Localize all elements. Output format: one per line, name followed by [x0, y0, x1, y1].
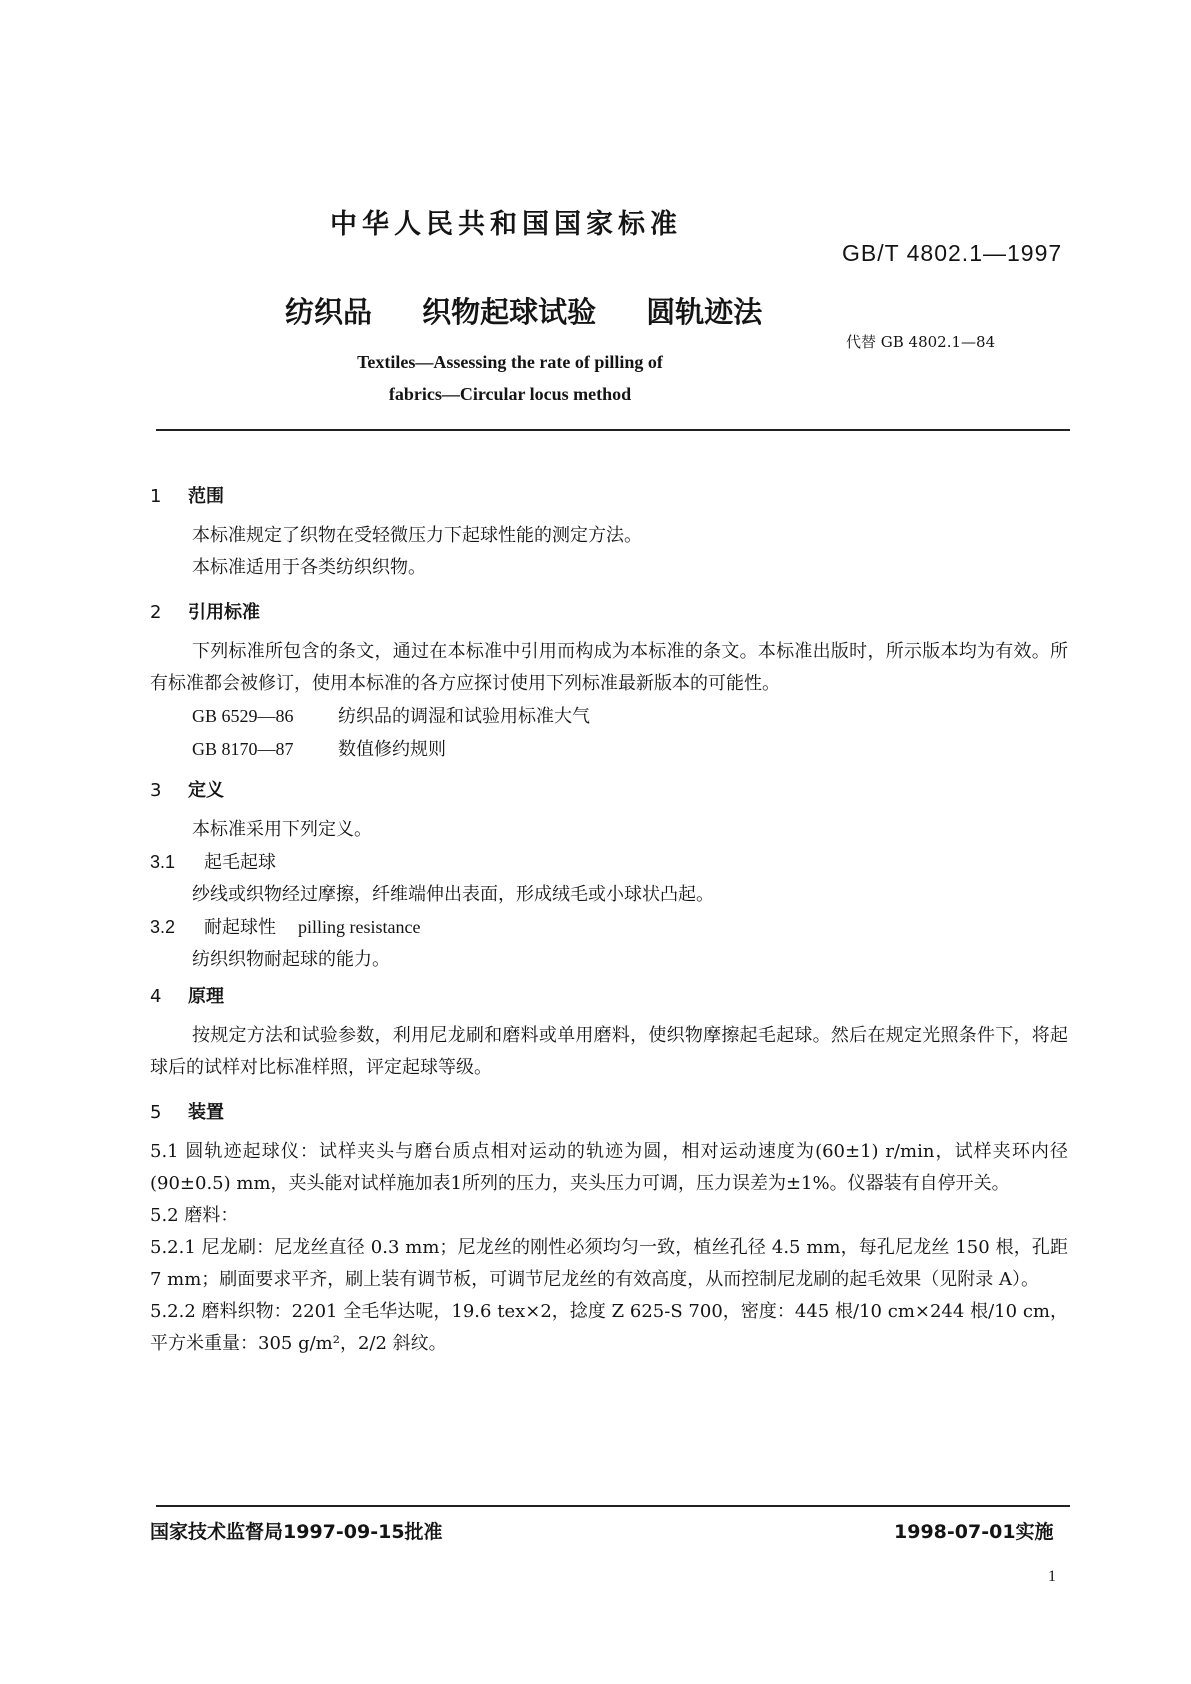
title-part-2: 织物起球试验	[422, 295, 597, 329]
clause-5-2: 5.2 磨料：	[150, 1205, 239, 1226]
definition-text: 纱线或织物经过摩擦，纤维端伸出表面，形成绒毛或小球状凸起。	[192, 884, 714, 905]
definition-3-1-term	[150, 846, 1068, 879]
section-4-heading	[150, 982, 224, 1008]
section-5-body	[150, 1136, 1068, 1360]
header-divider	[156, 429, 1070, 431]
standard-number: GB/T 4802.1—1997	[842, 240, 1063, 266]
document-title-cn	[285, 290, 786, 331]
clause-number: 3.2	[150, 917, 176, 937]
title-part-3: 圆轨迹法	[646, 295, 763, 329]
reference-title: 纺织品的调湿和试验用标准大气	[338, 706, 590, 727]
document-title-en	[300, 346, 720, 410]
title-en-line-1: Textiles—Assessing the rate of pilling of	[357, 352, 663, 372]
national-standard-heading: 中华人民共和国国家标准	[330, 209, 682, 240]
section-number: 5	[150, 1102, 162, 1123]
section-number: 1	[150, 486, 162, 507]
section-title: 原理	[188, 986, 224, 1007]
section-title: 装置	[188, 1102, 224, 1123]
clause-5-2-2: 5.2.2 磨料织物：2201 全毛华达呢，19.6 tex×2，捻度 Z 625-S 700，密度：445 根/10 cm×244 根/10 cm，平方米重量：305 g/m²，2/2 斜纹。	[150, 1301, 1068, 1354]
reference-title: 数值修约规则	[338, 739, 446, 760]
reference-item	[150, 733, 1068, 766]
term: 耐起球性	[204, 917, 276, 938]
section-title: 定义	[188, 780, 224, 801]
section-2-heading	[150, 598, 260, 624]
paragraph: 下列标准所包含的条文，通过在本标准中引用而构成为本标准的条文。本标准出版时，所示版本均为有效。所有标准都会被修订，使用本标准的各方应探讨使用下列标准最新版本的可能性。	[150, 641, 1068, 694]
definition-3-2-term	[150, 911, 1068, 944]
clause-5-1: 5.1 圆轨迹起球仪：试样夹头与磨台质点相对运动的轨迹为圆，相对运动速度为(60±1) r/min，试样夹环内径(90±0.5) mm，夹头能对试样施加表1所列的压力，夹头压力可调，压力误差为±1%。仪器装有自停开关。	[150, 1141, 1068, 1194]
section-number: 4	[150, 986, 162, 1007]
term-english: pilling resistance	[298, 917, 421, 937]
section-3-body	[150, 814, 1068, 976]
section-3-heading	[150, 776, 224, 802]
replaces-standard: 代替 GB 4802.1—84	[846, 333, 996, 351]
section-1-heading	[150, 482, 224, 508]
reference-code: GB 8170—87	[192, 739, 294, 759]
term: 起毛起球	[204, 852, 276, 873]
clause-number: 3.1	[150, 852, 176, 872]
section-1-body	[150, 520, 1068, 584]
implementation-date: 1998-07-01实施	[894, 1521, 1054, 1543]
approval-date: 国家技术监督局1997-09-15批准	[150, 1521, 443, 1543]
paragraph: 本标准采用下列定义。	[192, 819, 372, 840]
section-title: 范围	[188, 486, 224, 507]
page-number: 1	[1048, 1568, 1056, 1585]
title-en-line-2: fabrics—Circular locus method	[388, 384, 632, 404]
clause-5-2-1: 5.2.1 尼龙刷：尼龙丝直径 0.3 mm；尼龙丝的刚性必须均匀一致，植丝孔径 4.5 mm，每孔尼龙丝 150 根，孔距 7 mm；刷面要求平齐，刷上装有调节板，可调节尼龙丝的有效高度，从而控制尼龙刷的起毛效果（见附录 A）。	[150, 1237, 1068, 1290]
paragraph: 本标准适用于各类纺织织物。	[192, 557, 426, 578]
paragraph: 按规定方法和试验参数，利用尼龙刷和磨料或单用磨料，使织物摩擦起毛起球。然后在规定光照条件下，将起球后的试样对比标准样照，评定起球等级。	[150, 1025, 1068, 1078]
section-5-heading	[150, 1098, 224, 1124]
section-title: 引用标准	[188, 602, 260, 623]
reference-item	[150, 700, 1068, 733]
section-2-body	[150, 636, 1068, 766]
footer-divider	[156, 1505, 1070, 1507]
paragraph: 本标准规定了织物在受轻微压力下起球性能的测定方法。	[192, 525, 642, 546]
definition-text: 纺织织物耐起球的能力。	[192, 949, 390, 970]
section-number: 3	[150, 780, 162, 801]
section-number: 2	[150, 602, 162, 623]
reference-code: GB 6529—86	[192, 706, 294, 726]
title-part-1: 纺织品	[285, 295, 373, 329]
section-4-body	[150, 1020, 1068, 1084]
